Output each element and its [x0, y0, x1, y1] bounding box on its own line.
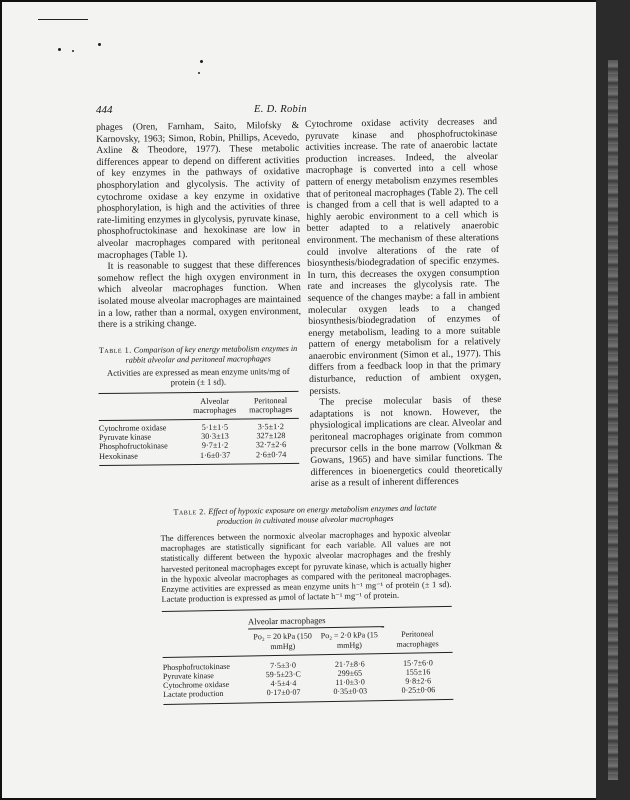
- row-label: Pyruvate kinase: [162, 671, 214, 682]
- paragraph: It is reasonable to suggest that these differences somehow reflect the high oxygen environment in which alveolar macrophages function. When isolated mouse alveolar macrophages are maintained in a low, rather than a normal, oxygen environment, there is a striking change.: [97, 258, 302, 331]
- header-cell: Peritoneal macrophages: [396, 629, 439, 649]
- cell-value: 0·25±0·06: [401, 685, 436, 696]
- cell-value: 15·7±6·0: [402, 658, 433, 668]
- table-rule: [162, 606, 452, 612]
- header-cell: [99, 397, 187, 417]
- scan-speck: [98, 43, 101, 46]
- scan-speck: [72, 50, 74, 52]
- cell-value: 1·6±0·37: [199, 450, 231, 460]
- cell-value: 32·7±2·6: [255, 440, 287, 450]
- table-label: Table 2.: [173, 507, 207, 517]
- paragraph: The precise molecular basis of these adaptations is not known. However, the physiological implications are clear. Alveolar and peritoneal macrophages originate from common precursor cells in the bone marrow (Volkman & Gowans, 1965) and have similar functions. The differences in bioenergetics could theoretically arise as a result of inherent differences: [309, 394, 503, 490]
- left-column: [96, 120, 301, 331]
- header-cell: [162, 633, 249, 653]
- table-title-text: Comparison of key energy metabolism enzymes in rabbit alveolar and peritoneal macrophages: [125, 343, 298, 365]
- table-label: Table 1.: [98, 345, 132, 355]
- row-label: Pyruvate kinase: [98, 432, 152, 443]
- table-rule: [163, 652, 453, 658]
- table-caption: The differences between the normoxic alveolar macrophages and hypoxic alveolar macrophages are statistically significant for each variable. All values are not statistically different between the hypoxic alveolar macrophages and the freshly harvested peritoneal macrophages except for pyruvate kinase, which is actually higher in the hypoxic alveolar macrophages as compared with the peritoneal macrophages. Enzyme activities are expressed as mean enzyme units h⁻¹ mg⁻¹ of protein (± 1 sd). Lactate production is expressed as μmol of lactate h⁻¹ mg⁻¹ of protein.: [160, 528, 452, 605]
- table-rule: [99, 418, 299, 421]
- cell-value: 327±128: [256, 431, 286, 441]
- header-cell: Po₂ = 2·0 kPa (15 mmHg): [320, 630, 378, 650]
- cell-value: 299±65: [337, 668, 363, 678]
- row-label: Phosphofructokinase: [99, 441, 168, 452]
- table-title: [160, 503, 450, 528]
- cell-value: 0·17±0·07: [266, 688, 301, 698]
- cell-value: 9·7±1·2: [201, 441, 229, 451]
- table-rule: [98, 391, 298, 394]
- table-rule: [163, 699, 453, 705]
- header-cell: Po₂ = 20 kPa (150 mmHg): [253, 631, 312, 651]
- scan-mark-line: [38, 19, 88, 20]
- scan-speck: [58, 48, 61, 51]
- scan-edge-left: [0, 0, 2, 800]
- table-row: [99, 450, 299, 462]
- running-head: E. D. Robin: [254, 104, 307, 115]
- scan-noise-strip: [608, 60, 618, 780]
- table-header-row: [99, 396, 299, 417]
- table-1: [98, 344, 299, 470]
- column-group-header: Alveolar macrophages: [247, 615, 326, 627]
- cell-value: 59·5±23·C: [265, 669, 301, 680]
- cell-value: 7·5±3·0: [270, 660, 297, 670]
- table-title: [98, 344, 298, 366]
- table-rule: [99, 463, 299, 466]
- header-cell: Alveolar macrophages: [193, 396, 237, 416]
- row-label: Hexokinase: [99, 451, 138, 461]
- page-number: 444: [96, 104, 113, 116]
- row-label: Lactate production: [163, 689, 224, 700]
- cell-value: 9·8±2·6: [405, 676, 432, 686]
- row-label: Cytochrome oxidase: [98, 422, 167, 433]
- cell-value: 5·1±1·5: [201, 422, 229, 432]
- table-title-text: Effect of hypoxic exposure on energy metabolism enzymes and lactate production in cultivated mouse alveolar macrophages: [208, 503, 437, 527]
- scan-speck: [198, 72, 200, 74]
- data-table: [162, 629, 453, 699]
- row-label: Cytochrome oxidase: [163, 680, 230, 691]
- right-column: [305, 116, 503, 490]
- cell-value: 2·6±0·74: [255, 449, 287, 460]
- header-cell: Peritoneal macrophages: [249, 395, 293, 415]
- scan-speck: [200, 60, 203, 63]
- cell-value: 0·35±0·03: [333, 686, 368, 697]
- cell-value: 30·3±13: [201, 431, 229, 441]
- cell-value: 4·5±4·4: [270, 678, 297, 689]
- cell-value: 155±16: [405, 667, 431, 677]
- table-caption: Activities are expressed as mean enzyme units/mg of protein (± 1 sd).: [106, 365, 290, 388]
- cell-value: 3·5±1·2: [257, 421, 285, 431]
- cell-value: 11·0±3·0: [335, 677, 365, 688]
- table-2: [160, 503, 453, 709]
- scan-edge-top: [0, 0, 630, 2]
- column-group-rule: [248, 627, 384, 630]
- row-label: Phosphofructokinase: [162, 661, 230, 672]
- data-table: [99, 396, 300, 462]
- cell-value: 21·7±8·6: [334, 659, 365, 669]
- paragraph: phages (Oren, Farnham, Saito, Milofsky & Karnovsky, 1963; Simon, Robin, Phillips, Acevedo, Axline & Theodore, 1977). These metabolic differences appear to depend on different activities of key enzymes in the pathways of oxidative phosphorylation and glycolysis. The activity of cytochrome oxidase a key enzyme in oxidative phosphorylation, is high and the activities of three rate-limiting enzymes in glycolysis, pyruvate kinase, phosphofructokinase and hexokinase are low in alveolar macrophages compared with peritoneal macrophages (Table 1).: [96, 119, 301, 261]
- paragraph: Cytochrome oxidase activity decreases and pyruvate kinase and phosphofructokinase activities increase. The rate of anaerobic lactate production increases. Indeed, the alveolar macrophage is converted into a cell whose pattern of energy metabolism enzymes resembles that of peritoneal macrophages (Table 2). The cell is changed from a cell that is well adapted to a highly aerobic environment to a cell which is better adapted to a relatively anaerobic environment. The mechanism of these alterations could involve alterations of the rate of biosynthesis/biodegradation of specific enzymes. In turn, this decreases the oxygen consumption rate and increases the glycolysis rate. The sequence of the changes maybe: a fall in ambient molecular oxygen leads to a changed biosynthesis/biodegradation of enzymes of energy metabolism, leading to a more suitable pattern of energy metabolism for a relatively anaerobic environment (Simon et al., 1977). This differs from a feedback loop in that the primary disturbance, reduction of ambient oxygen, persists.: [305, 115, 502, 397]
